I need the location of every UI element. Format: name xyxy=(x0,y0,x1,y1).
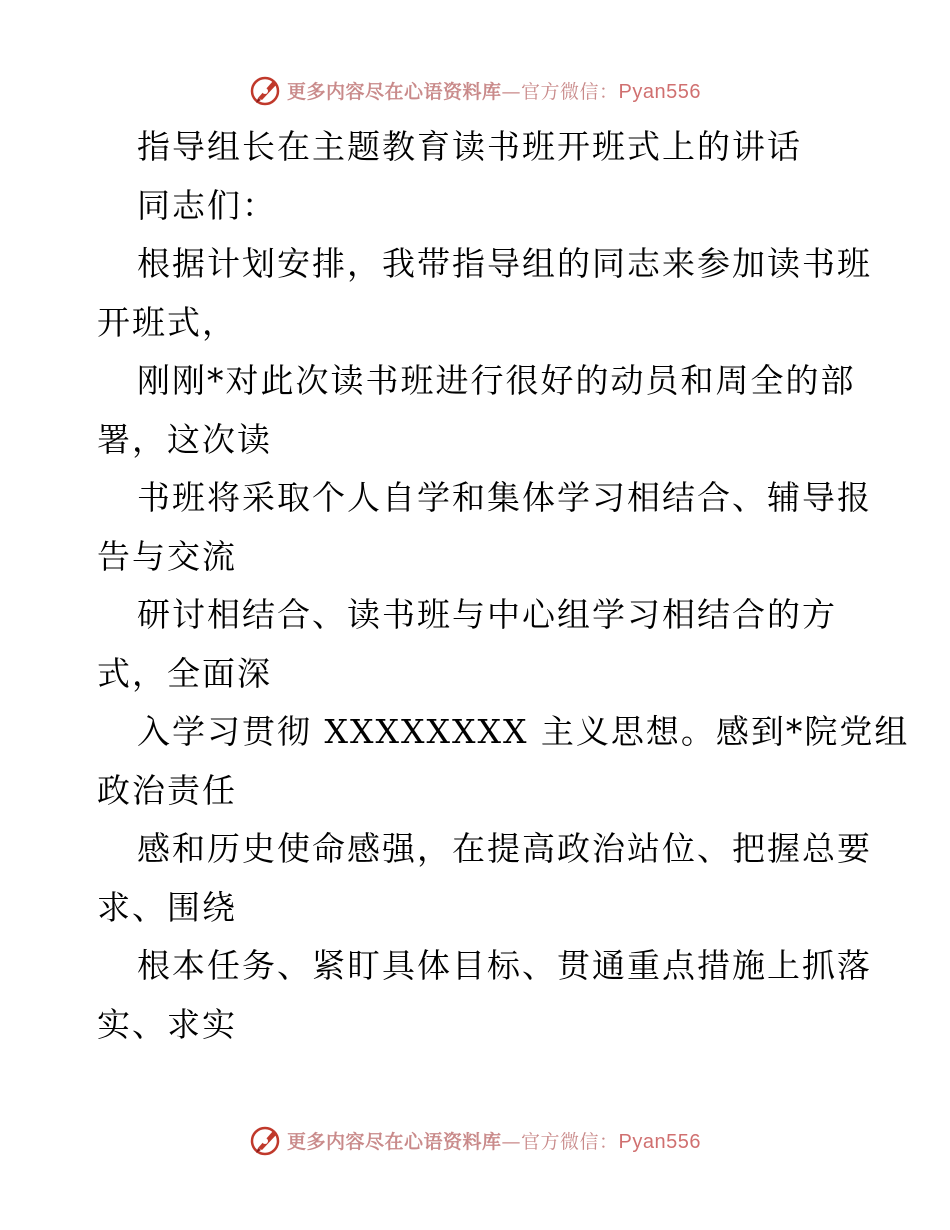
pen-logo-icon xyxy=(249,73,283,107)
document-line: 告与交流 xyxy=(97,536,237,576)
document-line: 根本任务、紧盯具体目标、贯通重点措施上抓落 xyxy=(137,946,872,985)
document-line: 署，这次读 xyxy=(97,419,272,459)
footer-separator: — xyxy=(501,1130,522,1153)
document-line: 入学习贯彻 XXXXXXXX 主义思想。感到*院党组 xyxy=(137,712,910,751)
document-line: 政治责任 xyxy=(97,770,237,810)
pen-logo-icon xyxy=(249,1123,283,1157)
document-line: 书班将采取个人自学和集体学习相结合、辅导报 xyxy=(137,478,872,517)
document-line: 刚刚*对此次读书班进行很好的动员和周全的部 xyxy=(137,361,856,400)
document-line: 同志们： xyxy=(137,185,277,225)
footer-banner xyxy=(0,1120,950,1160)
document-line: 研讨相结合、读书班与中心组学习相结合的方 xyxy=(137,595,837,634)
footer-wechat-label: 官方微信： xyxy=(521,1130,619,1153)
footer-wechat-id: Pyan556 xyxy=(618,1130,701,1153)
document-line: 求、围绕 xyxy=(97,887,237,927)
document-line: 式，全面深 xyxy=(97,653,272,693)
document-body xyxy=(97,118,910,1054)
header-wechat-id: Pyan556 xyxy=(618,80,701,103)
footer-brand: 更多内容尽在心语资料库 xyxy=(287,1130,502,1153)
header-wechat-label: 官方微信： xyxy=(521,80,619,103)
header-banner-text xyxy=(287,77,701,104)
document-line: 根据计划安排，我带指导组的同志来参加读书班 xyxy=(137,244,872,283)
footer-banner-text xyxy=(287,1127,701,1154)
document-line: 开班式， xyxy=(97,302,237,342)
header-separator: — xyxy=(501,80,522,103)
document-line: 实、求实 xyxy=(97,1004,237,1044)
header-brand: 更多内容尽在心语资料库 xyxy=(287,80,502,103)
document-line: 感和历史使命感强，在提高政治站位、把握总要 xyxy=(137,829,872,868)
header-banner xyxy=(0,70,950,110)
document-line: 指导组长在主题教育读书班开班式上的讲话 xyxy=(137,127,802,166)
